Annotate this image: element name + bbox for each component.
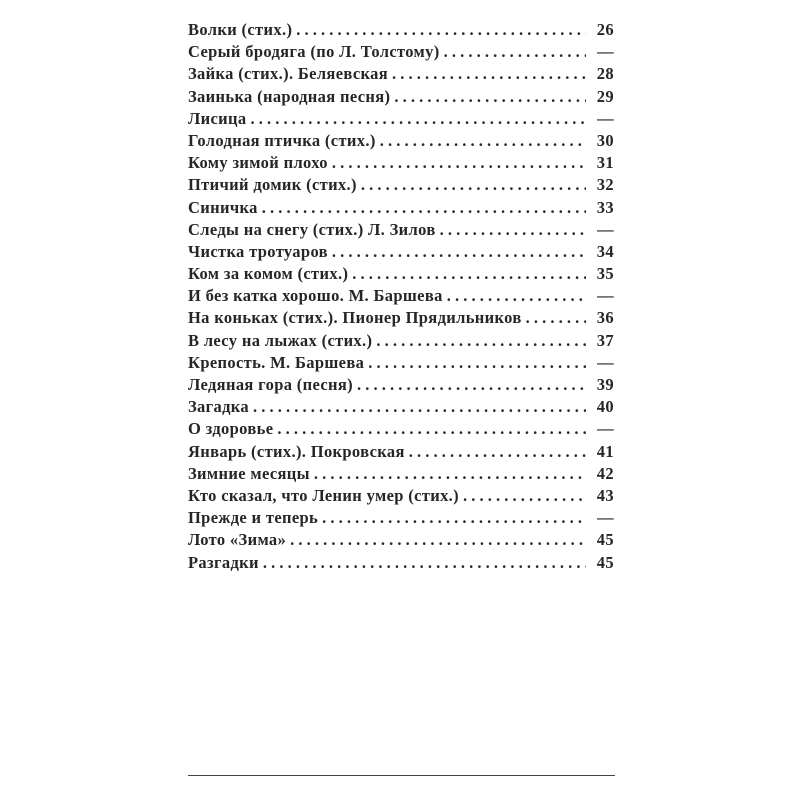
toc-entry-page: 43 [596,485,614,505]
toc-entry-title: Лисица [188,108,247,128]
toc-entry-page: 33 [596,197,614,217]
toc-entry-page: 30 [596,130,614,150]
toc-entry-title: Волки (стих.) [188,20,293,39]
dot-leader [277,418,586,440]
toc-entry-page: 39 [596,375,614,394]
dot-leader [314,463,586,485]
toc-entry [188,330,614,352]
toc-entry-page: 35 [596,264,614,284]
toc-entry-title: Январь (стих.). Покровская [188,441,405,461]
toc-entry [188,374,614,396]
toc-entry-title: Разгадки [188,552,259,572]
toc-entry-page: 34 [596,241,614,261]
dot-leader [357,374,586,396]
toc-entry-title: Ледяная гора (песня) [188,375,354,394]
toc-entry [188,507,614,529]
toc-entry [188,241,614,263]
toc-entry [188,108,614,130]
toc-entry [188,197,614,219]
toc-entry-title: Зимние месяцы [188,463,310,483]
toc-entry-title: Следы на снегу (стих.) Л. Зилов [188,219,436,239]
toc-entry-page: 29 [596,86,614,106]
toc-entry-page: — [597,219,614,239]
toc-entry-page: 26 [596,20,614,39]
toc-entry [188,307,614,329]
toc-entry [188,418,614,440]
toc-entry-title: Заинька (народная песня) [188,86,391,106]
dot-leader [376,330,586,352]
toc-entry [188,485,614,507]
toc-entry-page: — [597,352,614,372]
toc-entry-title: Крепость. М. Баршева [188,352,365,372]
dot-leader [253,396,586,418]
toc-entry-title: На коньках (стих.). Пионер Прядильников [188,308,522,328]
dot-leader [440,219,586,241]
table-of-contents [188,19,614,574]
dot-leader [526,307,586,329]
toc-entry [188,463,614,485]
dot-leader [463,485,586,507]
toc-entry-page: 42 [596,463,614,483]
toc-entry-title: Серый бродяга (по Л. Толстому) [188,42,440,62]
dot-leader [332,152,586,174]
toc-entry [188,219,614,241]
toc-entry [188,529,614,551]
dot-leader [262,197,586,219]
toc-entry [188,152,614,174]
dot-leader [409,441,586,463]
toc-entry-page: — [597,508,614,528]
toc-entry-title: В лесу на лыжах (стих.) [188,330,373,350]
dot-leader [368,352,586,374]
dot-leader [361,174,586,196]
footer-rule [188,775,615,776]
dot-leader [394,86,586,108]
dot-leader [296,19,586,41]
dot-leader [352,263,586,285]
dot-leader [447,285,586,307]
toc-entry-page: 32 [596,175,614,195]
toc-entry-page: 45 [596,530,614,550]
toc-entry-title: Кому зимой плохо [188,153,328,173]
toc-entry [188,285,614,307]
toc-entry-title: О здоровье [188,419,274,439]
toc-entry [188,130,614,152]
toc-entry-page: 31 [596,153,614,173]
toc-entry-title: Зайка (стих.). Беляевская [188,64,389,84]
toc-entry [188,63,614,85]
toc-entry-title: Синичка [188,197,258,217]
toc-entry-page: 45 [596,552,614,572]
toc-entry-title: Ком за комом (стих.) [188,264,349,284]
toc-entry-title: Кто сказал, что Ленин умер (стих.) [188,485,459,505]
toc-entry-title: И без катка хорошо. М. Баршева [188,286,443,306]
dot-leader [251,108,587,130]
toc-entry-title: Птичий домик (стих.) [188,175,357,195]
toc-entry-title: Голодная птичка (стих.) [188,130,376,150]
toc-entry-page: — [597,108,614,128]
toc-entry [188,41,614,63]
toc-entry-page: — [597,419,614,439]
toc-entry [188,552,614,574]
toc-entry [188,352,614,374]
toc-entry-title: Прежде и теперь [188,508,319,528]
toc-entry [188,263,614,285]
dot-leader [322,507,586,529]
toc-entry [188,441,614,463]
toc-entry-page: — [597,286,614,306]
toc-entry-page: 41 [596,441,614,461]
dot-leader [444,41,586,63]
toc-entry-page: 36 [596,308,614,328]
toc-entry [188,396,614,418]
toc-entry [188,174,614,196]
toc-entry-title: Лото «Зима» [188,530,287,550]
toc-entry-title: Чистка тротуаров [188,241,328,261]
toc-entry-page: 28 [596,64,614,84]
dot-leader [290,529,586,551]
toc-entry-page: 40 [596,397,614,417]
toc-entry [188,86,614,108]
toc-entry-page: 37 [596,330,614,350]
toc-entry-page: — [597,42,614,62]
dot-leader [380,130,586,152]
dot-leader [332,241,586,263]
toc-entry-title: Загадка [188,397,250,417]
toc-entry [188,19,614,41]
dot-leader [263,552,586,574]
dot-leader [392,63,586,85]
